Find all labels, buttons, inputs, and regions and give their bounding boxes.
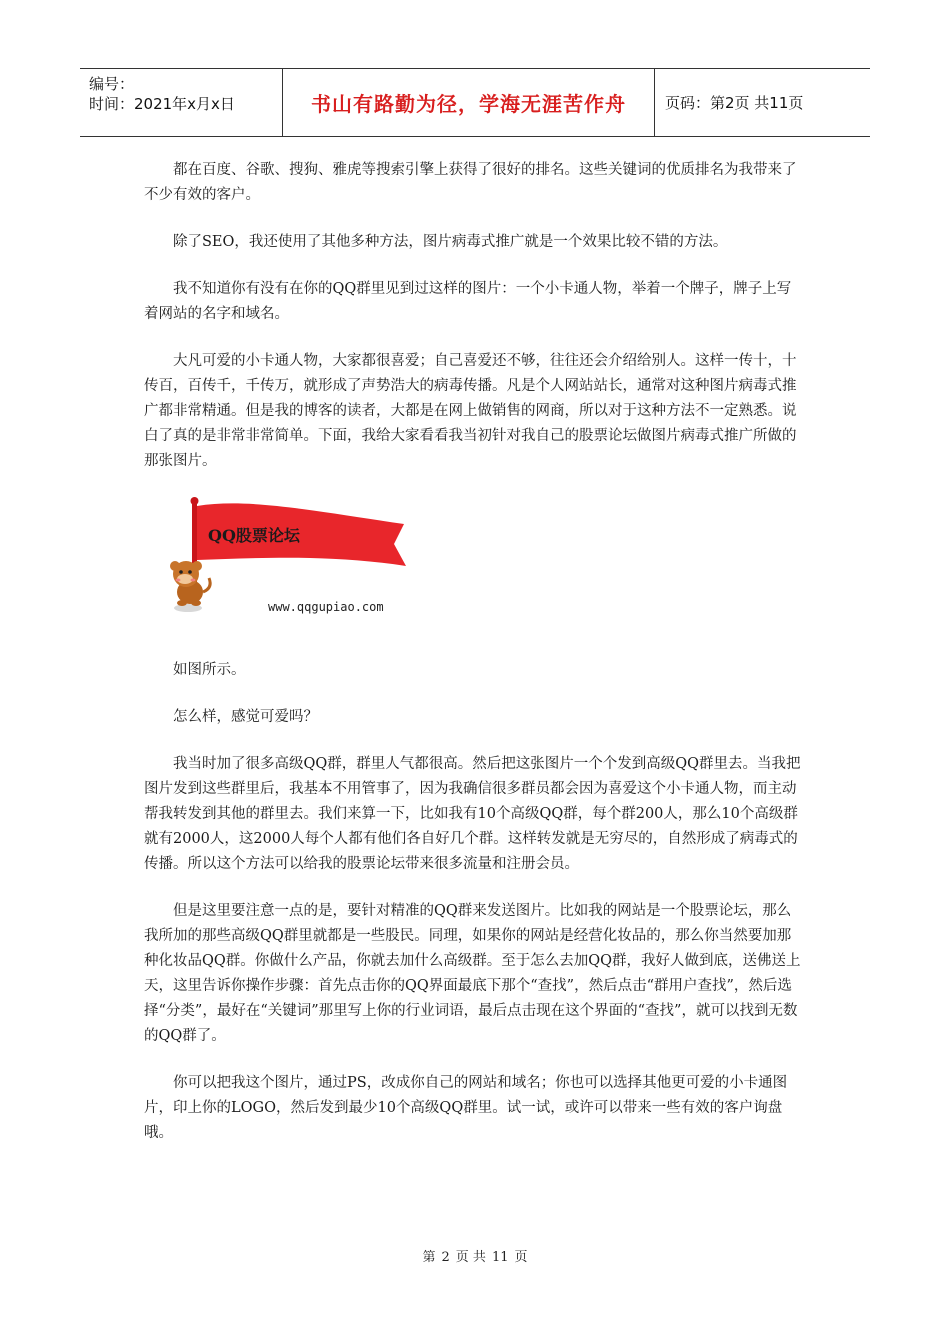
paragraph-4: 大凡可爱的小卡通人物，大家都很喜爱；自己喜爱还不够，往往还会介绍给别人。这样一传十，十传百，百传千，千传万，就形成了声势浩大的病毒传播。凡是个人网站站长，通常对这种图片病毒式推广都非常精通。但是我的博客的读者，大都是在网上做销售的网商，所以对于这种方法不一定熟悉。说白了真的是非常非常简单。下面，我给大家看看我当初针对我自己的股票论坛做图片病毒式推广所做的那张图片。 <box>144 353 797 469</box>
footer-total-pages: 11 <box>491 1250 509 1265</box>
promo-url: www.qqgupiao.com <box>268 600 384 614</box>
paragraph-2: 除了SEO，我还使用了其他多种方法，图片病毒式推广就是一个效果比较不错的方法。 <box>173 234 728 250</box>
flag-pole-top <box>191 497 199 505</box>
paragraph-1: 都在百度、谷歌、搜狗、雅虎等搜索引擎上获得了很好的排名。这些关键词的优质排名为我带来了不少有效的客户。 <box>144 162 797 203</box>
document-body <box>144 158 804 1168</box>
footer-suffix: 页 <box>514 1250 528 1265</box>
document-time-label: 时间：2021年x月x日 <box>89 95 235 113</box>
promo-image <box>144 496 804 634</box>
footer-prefix: 第 <box>422 1250 436 1265</box>
page-footer <box>0 1246 950 1265</box>
mascot-icon <box>170 561 210 612</box>
footer-middle: 页 共 <box>455 1250 486 1265</box>
paragraph-9: 你可以把我这个图片，通过PS，改成你自己的网站和域名；你也可以选择其他更可爱的小卡通图片，印上你的LOGO，然后发到最少10个高级QQ群里。试一试，或许可以带来一些有效的客户询盘哦。 <box>144 1075 788 1141</box>
footer-page-number: 2 <box>441 1250 450 1265</box>
paragraph-3: 我不知道你有没有在你的QQ群里见到过这样的图片：一个小卡通人物，举着一个牌子，牌子上写着网站的名字和域名。 <box>144 281 792 322</box>
header-table <box>80 68 870 137</box>
header-page-info: 页码：第2页 共11页 <box>665 94 804 112</box>
paragraph-8: 但是这里要注意一点的是，要针对精准的QQ群来发送图片。比如我的网站是一个股票论坛，那么我所加的那些高级QQ群里就都是一些股民。同理，如果你的网站是经营化妆品的，那么你当然要加那种化妆品QQ群。你做什么产品，你就去加什么高级群。至于怎么去加QQ群，我好人做到底，送佛送上天，这里告诉你操作步骤：首先点击你的QQ界面最底下那个“查找”，然后点击“群用户查找”，然后选择“分类”，最好在“关键词”那里写上你的行业词语，最后点击现在这个界面的“查找”，就可以找到无数的QQ群了。 <box>144 903 801 1044</box>
document-number-label: 编号： <box>89 75 135 93</box>
header-motto: 书山有路勤为径，学海无涯苦作舟 <box>282 69 655 136</box>
paragraph-7: 我当时加了很多高级QQ群，群里人气都很高。然后把这张图片一个个发到高级QQ群里去。当我把图片发到这些群里后，我基本不用管事了，因为我确信很多群员都会因为喜爱这个小卡通人物，而主动帮我转发到其他的群里去。我们来算一下，比如我有10个高级QQ群，每个群200人，那么10个高级群就有2000人，这2000人每个人都有他们各自好几个群。这样转发就是无穷尽的，自然形成了病毒式的传播。所以这个方法可以给我的股票论坛带来很多流量和注册会员。 <box>144 756 801 872</box>
header-meta <box>80 69 282 136</box>
paragraph-5: 如图所示。 <box>173 662 246 678</box>
flag-text: QQ股票论坛 <box>208 526 300 545</box>
paragraph-6: 怎么样，感觉可爱吗？ <box>173 709 318 725</box>
